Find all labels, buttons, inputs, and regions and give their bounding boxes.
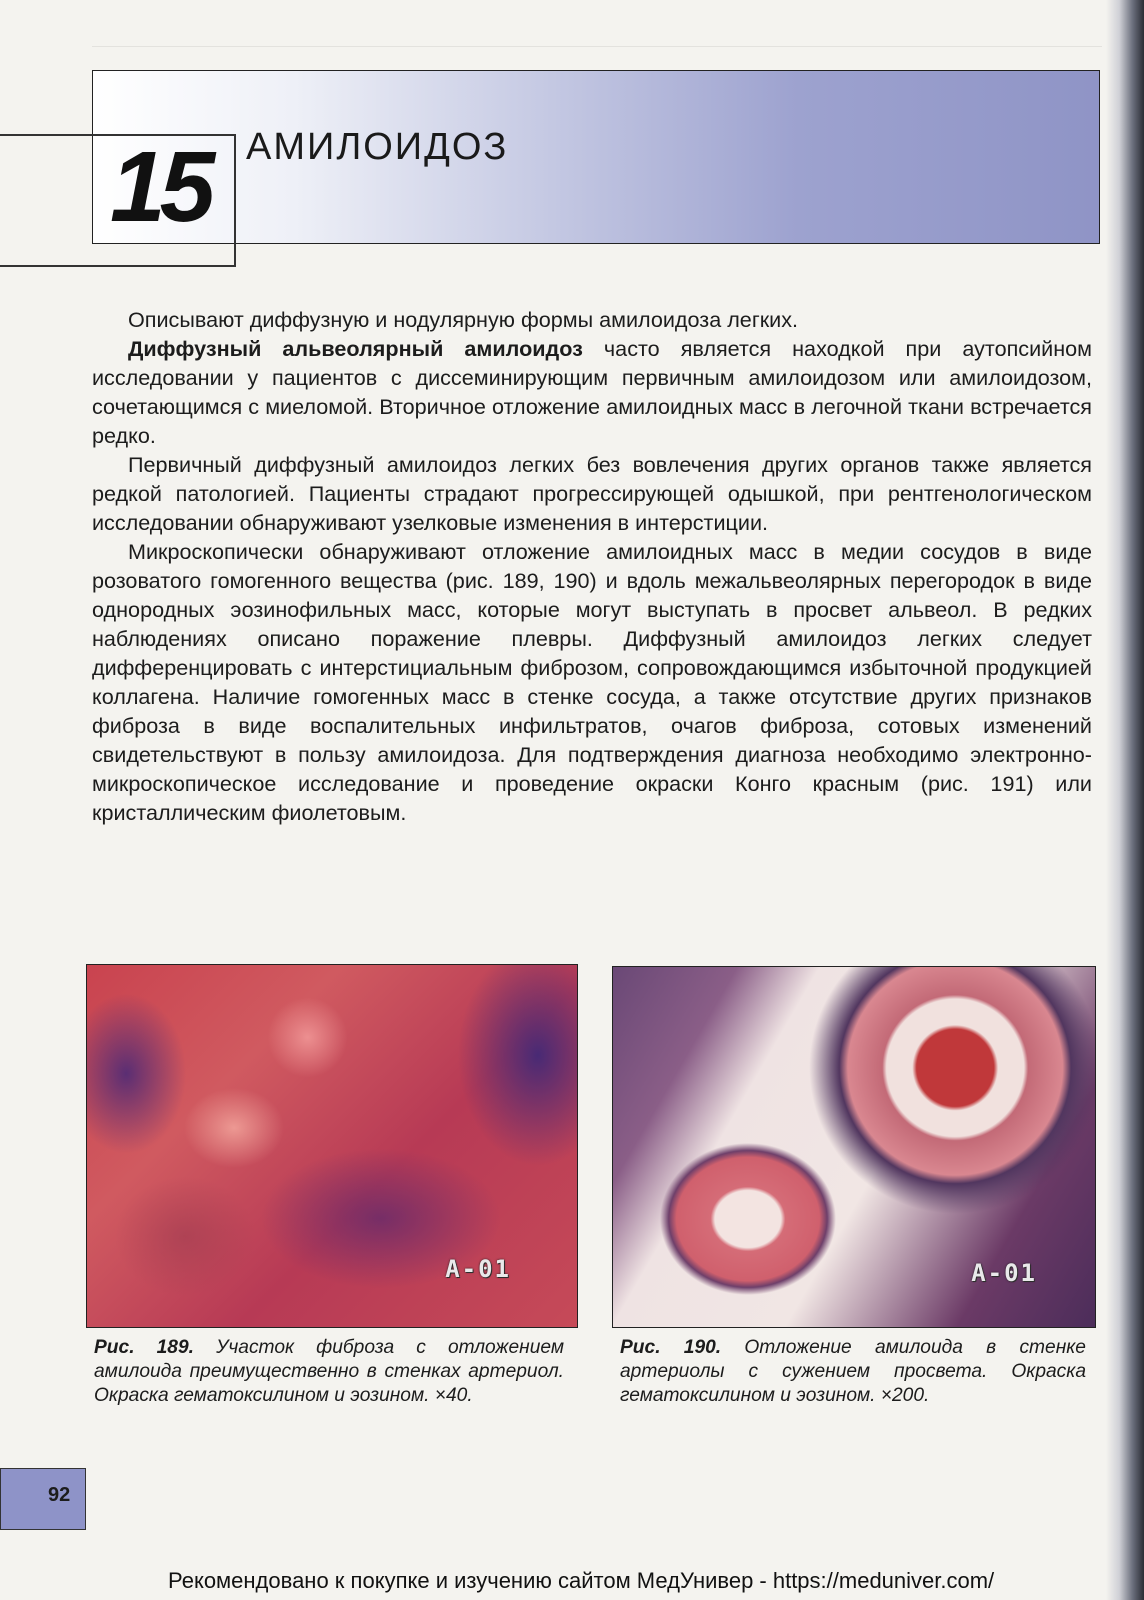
figure-190-caption: [620, 1336, 1086, 1408]
figure-190-caption-number: Рис. 190.: [620, 1337, 722, 1358]
paragraph-2-term: Диффузный альвеолярный амилоидоз: [128, 336, 583, 361]
paragraph-1: [92, 305, 1092, 334]
paragraph-4-text: Микроскопически обнаруживают отложение амилоидных масс в медии сосудов в виде розоватого гомогенного вещества (рис. 189, 190) и вдоль межальвеолярных перегородок в виде однородных эозинофильных масс, которые могут выступать в просвет альвеол. В редких наблюдениях описано поражение плевры. Диффузный амилоидоз легких следует дифференцировать с интерстициальным фиброзом, сопровождающимся избыточной продукцией коллагена. Наличие гомогенных масс в стенке сосуда, а также отсутствие других признаков фиброза в виде воспалительных инфильтратов, очагов фиброза, сотовых изменений свидетельствуют в пользу амилоидоза. Для подтверждения диагноза необходимо электронно-микроскопическое исследование и проведение окраски Конго красным (рис. 191) или кристаллическим фиолетовым.: [92, 539, 1092, 825]
chapter-header-band: [92, 70, 1100, 244]
paragraph-3-text: Первичный диффузный амилоидоз легких без вовлечения других органов также является редкой патологией. Пациенты страдают прогрессирующей одышкой, при рентгенологическом исследовании обнаруживают узелковые изменения в интерстиции.: [92, 452, 1092, 535]
chapter-rule-vertical: [234, 134, 236, 267]
figure-189-caption-number: Рис. 189.: [94, 1337, 194, 1358]
page-number-box: [0, 1468, 86, 1530]
paragraph-3: [92, 450, 1092, 537]
figure-189-overlay-label: A-01: [445, 1255, 511, 1283]
paragraph-1-text: Описывают диффузную и нодулярную формы амилоидоза легких.: [128, 307, 798, 332]
page-edge-shadow: [1106, 0, 1144, 1600]
body-text: [92, 305, 1092, 827]
figure-189-micrograph: [86, 964, 578, 1328]
paragraph-2: [92, 334, 1092, 450]
figure-190-overlay-label: A-01: [971, 1259, 1037, 1287]
figure-189-caption-text: Участок фиброза с отложением амилоида преимущественно в стенках артериол. Окраска гематоксилином и эозином. ×40.: [94, 1337, 564, 1406]
paragraph-4: [92, 537, 1092, 827]
page-number: 92: [48, 1484, 71, 1506]
previous-page-header-bleed: [92, 0, 1102, 47]
figure-189-caption: [94, 1336, 564, 1408]
figure-190-micrograph: [612, 966, 1096, 1328]
figure-190-caption-text: Отложение амилоида в стенке артериолы с сужением просвета. Окраска гематоксилином и эозином. ×200.: [620, 1337, 1086, 1406]
chapter-number: 15: [110, 131, 210, 243]
paragraph-2-text: часто является находкой при аутопсийном исследовании у пациентов с диссеминирующим первичным амилоидозом или амилоидозом, сочетающимся с миеломой. Вторичное отложение амилоидных масс в легочной ткани встречается редко.: [92, 336, 1092, 448]
chapter-rule-bottom: [0, 265, 236, 267]
footer-recommendation: Рекомендовано к покупке и изучению сайтом МедУнивер - https://meduniver.com/: [168, 1568, 995, 1593]
chapter-title: АМИЛОИДОЗ: [246, 126, 509, 168]
